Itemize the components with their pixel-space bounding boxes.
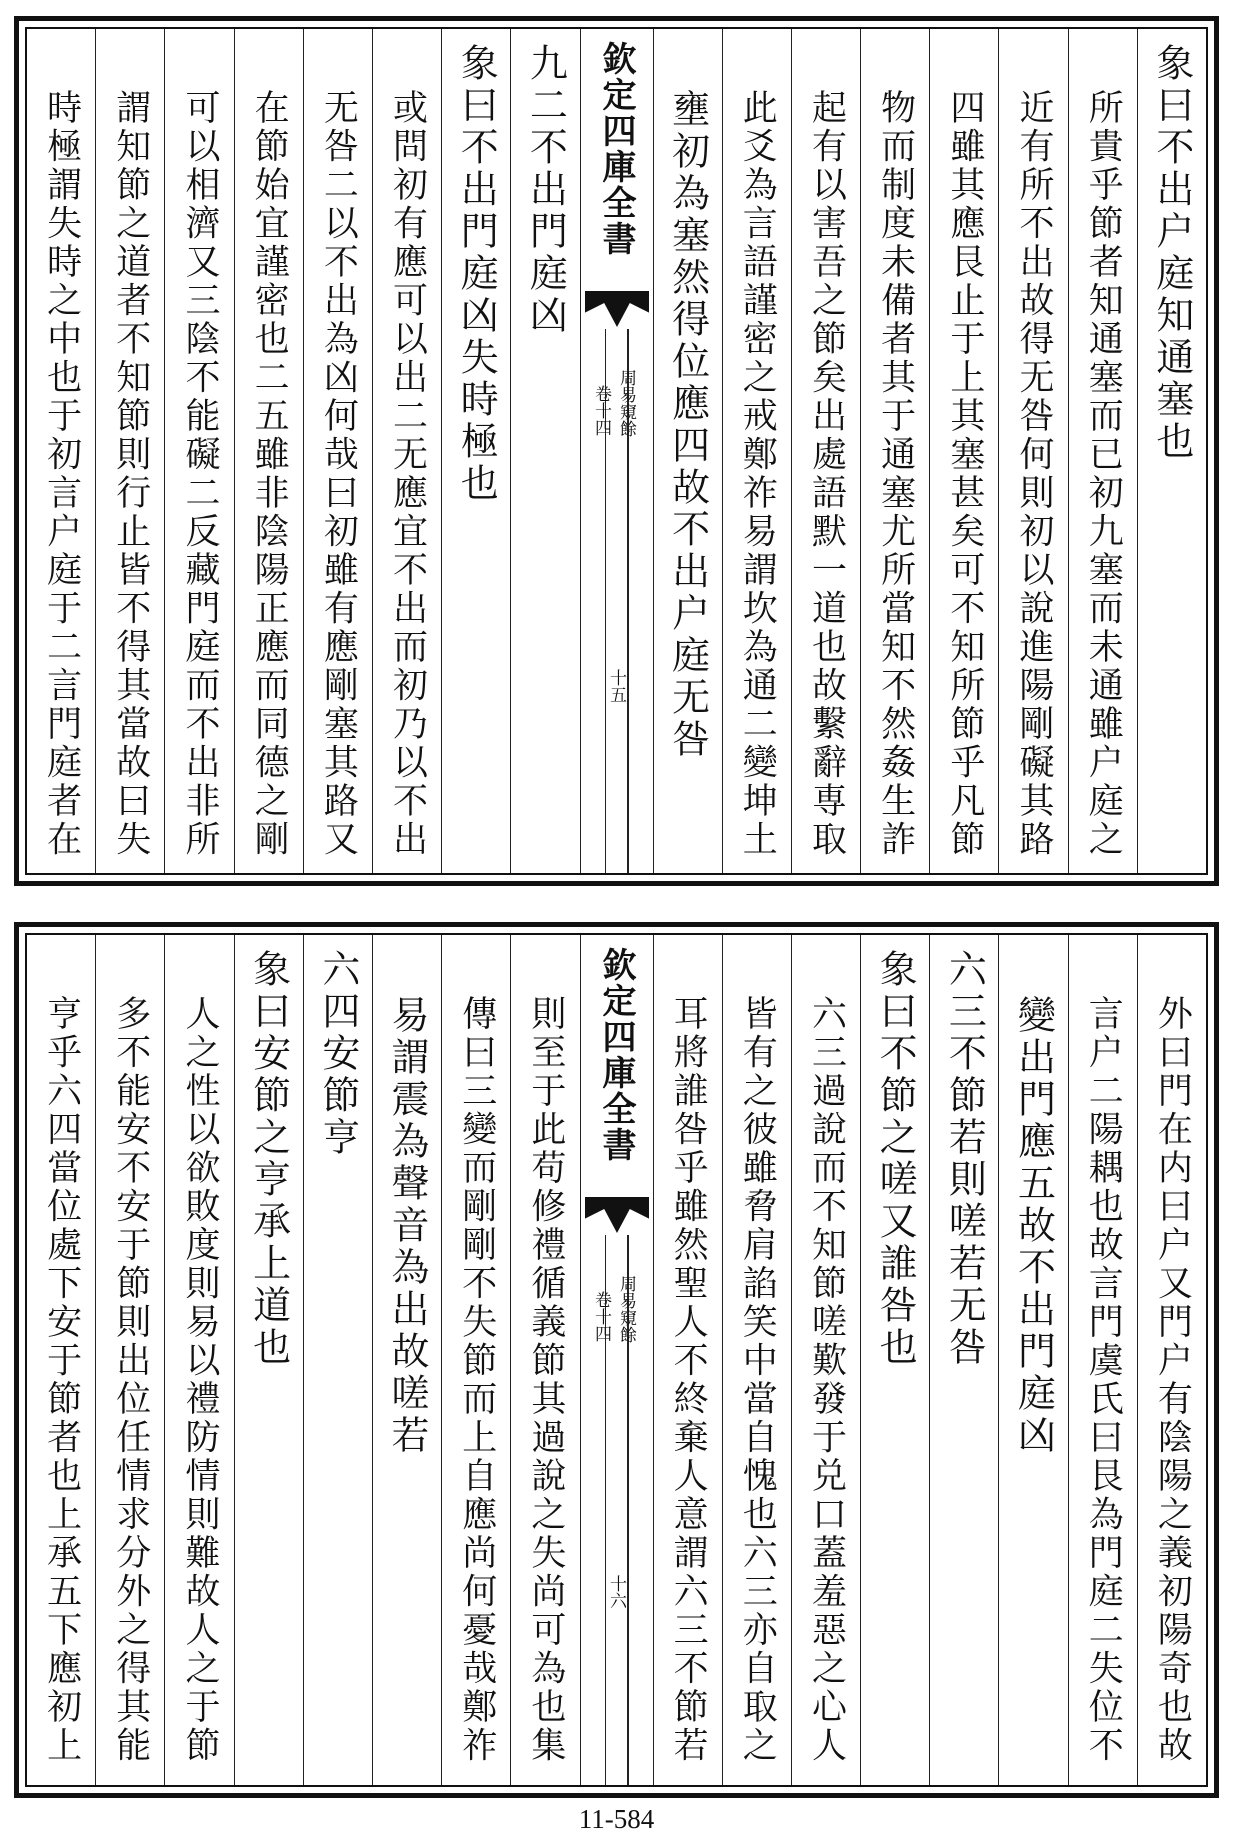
column-text: 耳將誰咎乎雖然聖人不終棄人意謂六三不節若 bbox=[668, 995, 709, 1765]
text-column bbox=[27, 935, 95, 1785]
text-column bbox=[95, 29, 164, 873]
top-page-grid bbox=[25, 27, 1208, 875]
text-column bbox=[372, 935, 441, 1785]
text-column bbox=[372, 29, 441, 873]
column-text: 象曰安節之亨承上道也 bbox=[246, 949, 291, 1369]
collection-title: 欽定四庫全書 bbox=[596, 41, 636, 257]
text-column bbox=[998, 29, 1067, 873]
column-text: 起有以害吾之節矣出處語默一道也故繫辭専取 bbox=[806, 89, 847, 859]
column-text: 象曰不出門庭凶失時極也 bbox=[454, 43, 499, 505]
text-column bbox=[722, 935, 791, 1785]
column-text: 皆有之彼雖脅肩諂笑中當自愧也六三亦自取之 bbox=[737, 995, 778, 1765]
column-text: 象曰不出户庭知通塞也 bbox=[1149, 43, 1194, 463]
column-text: 六三過說而不知節嗟歎發于兑口蓋羞惡之心人 bbox=[806, 995, 847, 1765]
column-text: 六三不節若則嗟若无咎 bbox=[942, 949, 987, 1369]
text-column bbox=[303, 935, 372, 1785]
column-text: 人之性以欲敗度則易以禮防情則難故人之于節 bbox=[179, 995, 220, 1765]
column-text: 物而制度未備者其于通塞尤所當知不然姦生詐 bbox=[875, 89, 916, 859]
column-text: 或問初有應可以出二无應宜不出而初乃以不出 bbox=[387, 89, 428, 859]
text-column bbox=[791, 935, 860, 1785]
text-column bbox=[653, 29, 722, 873]
column-text: 傳曰三變而剛剛不失節而上自應尚何憂哉鄭祚 bbox=[456, 995, 497, 1765]
column-text: 无咎二以不出為凶何哉曰初雖有應剛塞其路又 bbox=[318, 89, 359, 859]
text-column bbox=[998, 935, 1067, 1785]
bottom-page-grid bbox=[25, 933, 1208, 1787]
column-text: 四雖其應艮止于上其塞甚矣可不知所節乎凡節 bbox=[944, 89, 985, 859]
text-column bbox=[1137, 29, 1206, 873]
text-column bbox=[929, 29, 998, 873]
text-column bbox=[441, 935, 510, 1785]
text-column bbox=[510, 29, 579, 873]
column-text: 可以相濟又三陰不能礙二反藏門庭而不出非所 bbox=[179, 89, 220, 859]
text-column bbox=[722, 29, 791, 873]
text-column bbox=[234, 29, 303, 873]
text-column bbox=[164, 29, 233, 873]
column-text: 九二不出門庭凶 bbox=[523, 43, 568, 337]
leaf-number: 十六 bbox=[606, 1575, 626, 1609]
text-column bbox=[653, 935, 722, 1785]
text-column bbox=[791, 29, 860, 873]
column-text: 亨乎六四當位處下安于節者也上承五下應初上 bbox=[41, 995, 82, 1765]
column-text: 六四安節亨 bbox=[315, 949, 360, 1159]
collection-title: 欽定四庫全書 bbox=[596, 947, 636, 1163]
column-text: 變出門應五故不出門庭凶 bbox=[1011, 995, 1056, 1457]
text-column bbox=[441, 29, 510, 873]
column-text: 近有所不出故得无咎何則初以說進陽剛礙其路 bbox=[1014, 89, 1055, 859]
text-column bbox=[303, 29, 372, 873]
leaf-number: 十五 bbox=[606, 669, 626, 703]
column-text: 在節始宜謹密也二五雖非陰陽正應而同德之剛 bbox=[249, 89, 290, 859]
text-column bbox=[27, 29, 95, 873]
column-text: 多不能安不安于節則出位任情求分外之得其能 bbox=[110, 995, 151, 1765]
text-column bbox=[929, 935, 998, 1785]
page-number: 11-584 bbox=[578, 1804, 655, 1834]
text-column bbox=[1068, 935, 1137, 1785]
column-text: 所貴乎節者知通塞而已初九塞而未通雖户庭之 bbox=[1083, 89, 1124, 859]
text-column bbox=[860, 935, 929, 1785]
column-text: 壅初為塞然得位應四故不出户庭无咎 bbox=[665, 89, 710, 761]
column-text: 則至于此苟修禮循義節其過說之失尚可為也集 bbox=[525, 995, 566, 1765]
volume-label: 卷十四 bbox=[591, 1291, 611, 1342]
column-text: 外曰門在内曰户又門户有陰陽之義初陽奇也故 bbox=[1152, 995, 1193, 1765]
column-text: 謂知節之道者不知節則行止皆不得其當故曰失 bbox=[110, 89, 151, 859]
text-column bbox=[860, 29, 929, 873]
volume-label: 卷十四 bbox=[591, 385, 611, 436]
text-column bbox=[95, 935, 164, 1785]
fishtail-ornament-icon bbox=[585, 291, 649, 327]
book-title: 周易窺餘 bbox=[616, 369, 636, 437]
fold-column bbox=[580, 935, 653, 1785]
text-column bbox=[1068, 29, 1137, 873]
fold-column bbox=[580, 29, 653, 873]
column-text: 易謂震為聲音為出故嗟若 bbox=[385, 995, 430, 1457]
column-text: 象曰不節之嗟又誰咎也 bbox=[873, 949, 918, 1369]
fishtail-ornament-icon bbox=[585, 1197, 649, 1233]
book-title: 周易窺餘 bbox=[616, 1275, 636, 1343]
text-column bbox=[1137, 935, 1206, 1785]
text-column bbox=[510, 935, 579, 1785]
column-text: 此爻為言語謹密之戒鄭祚易謂坎為通二變坤土 bbox=[737, 89, 778, 859]
top-page bbox=[14, 16, 1219, 886]
column-text: 時極謂失時之中也于初言户庭于二言門庭者在 bbox=[41, 89, 82, 859]
text-column bbox=[234, 935, 303, 1785]
column-text: 言户二陽耦也故言門虞氏曰艮為門庭二失位不 bbox=[1083, 995, 1124, 1765]
bottom-page bbox=[14, 922, 1219, 1798]
text-column bbox=[164, 935, 233, 1785]
